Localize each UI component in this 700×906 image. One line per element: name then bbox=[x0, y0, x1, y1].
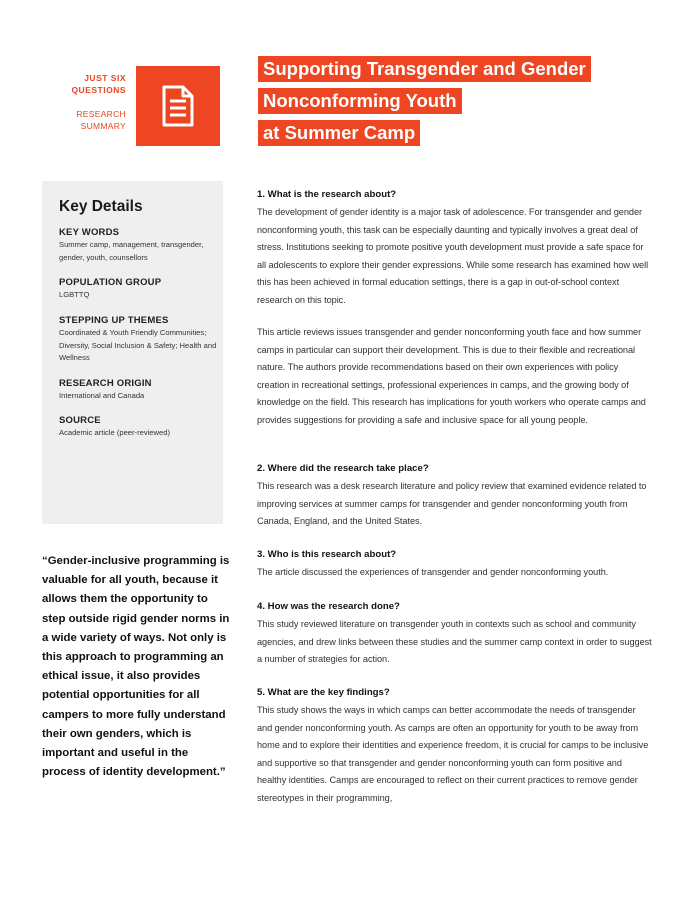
source-group bbox=[59, 414, 219, 440]
section-question: 4. How was the research done? bbox=[257, 601, 400, 612]
page-title-line-3: at Summer Camp bbox=[258, 120, 420, 146]
section-3 bbox=[257, 546, 652, 582]
section-paragraph: This study reviewed literature on transgender youth in contexts such as school and community agencies, and drew links between these studies and the summer camp context in order to suggest a number of strategies for action. bbox=[257, 619, 652, 665]
tag-title: JUST SIX QUESTIONS bbox=[71, 73, 126, 95]
origin-group bbox=[59, 377, 219, 403]
logo bbox=[136, 66, 220, 146]
source-label: SOURCE bbox=[59, 415, 101, 426]
section-paragraph: This study shows the ways in which camps can better accommodate the needs of transgender and gender nonconforming youth. As camps are often an opportunity for youth to be away from home and to explore their identities and experience freedom, it is crucial for camps to be inclusive and supportive so that transgender and gender nonconforming youth can form positive and healthy identities. Camps are encouraged to reflect on their current practices to remove gender stereotypes in their programming, bbox=[257, 705, 649, 803]
population-group bbox=[59, 276, 219, 302]
section-paragraph: The article discussed the experiences of transgender and gender nonconforming youth. bbox=[257, 567, 609, 577]
key-words-label: KEY WORDS bbox=[59, 227, 120, 238]
pull-quote: “Gender-inclusive programming is valuable for all youth, because it allows them the opportunity to step outside rigid gender norms in a wide variety of ways. Not only is this approach to programming an ethical issue, it also provides potential opportunities for all campers to more fully understand their own genders, which is important and useful in the process of identity development.” bbox=[42, 555, 230, 779]
themes-group bbox=[59, 314, 219, 365]
page-title-line-2: Nonconforming Youth bbox=[258, 88, 462, 114]
document-icon bbox=[161, 85, 195, 127]
population-label: POPULATION GROUP bbox=[59, 277, 162, 288]
section-4 bbox=[257, 598, 652, 669]
key-words-group bbox=[59, 226, 219, 264]
section-question: 3. Who is this research about? bbox=[257, 549, 397, 560]
themes-label: STEPPING UP THEMES bbox=[59, 315, 169, 326]
population-value: LGBTTQ bbox=[59, 290, 90, 299]
section-2 bbox=[257, 460, 652, 531]
themes-value: Coordinated & Youth Friendly Communities; Diversity, Social Inclusion & Safety; Health and Wellness bbox=[59, 328, 217, 362]
origin-label: RESEARCH ORIGIN bbox=[59, 378, 152, 389]
section-question: 5. What are the key findings? bbox=[257, 687, 390, 698]
section-paragraph: This research was a desk research literature and policy review that examined evidence related to improving services at summer camps for transgender and gender nonconforming youth from Canada, England, and the United States. bbox=[257, 481, 647, 527]
source-value: Academic article (peer-reviewed) bbox=[59, 428, 170, 437]
tag-subtitle: RESEARCH SUMMARY bbox=[76, 109, 126, 131]
key-words-value: Summer camp, management, transgender, gender, youth, counsellors bbox=[59, 240, 204, 262]
section-1-continued bbox=[257, 324, 652, 430]
section-1 bbox=[257, 186, 652, 310]
section-paragraph: This article reviews issues transgender and gender nonconforming youth face and how summer camps in particular can support their development. This is due to their flexible and recreational nature. The authors provide recommendations based on their own experiences with policy creation in recreational settings, professional experiences in camps, and the growing body of knowledge on the field. This research has implications for youth workers who operate camps and provides suggestions for providing a safe and inclusive space for all young people. bbox=[257, 327, 646, 425]
section-5 bbox=[257, 684, 652, 808]
key-details-heading: Key Details bbox=[59, 198, 143, 215]
section-paragraph: The development of gender identity is a major task of adolescence. For transgender and gender nonconforming youth, this task can be especially daunting and typically involves a great deal of stress. Institutions seeking to promote positive youth development must provide a safe space for all adolescents to explore their gender expressions. While some research has examined how well this has been achieved in formal education settings, there is a gap in out-of-school context research on this topic. bbox=[257, 207, 649, 305]
section-question: 2. Where did the research take place? bbox=[257, 463, 429, 474]
page-title-line-1: Supporting Transgender and Gender bbox=[258, 56, 591, 82]
origin-value: International and Canada bbox=[59, 391, 145, 400]
section-question: 1. What is the research about? bbox=[257, 189, 397, 200]
